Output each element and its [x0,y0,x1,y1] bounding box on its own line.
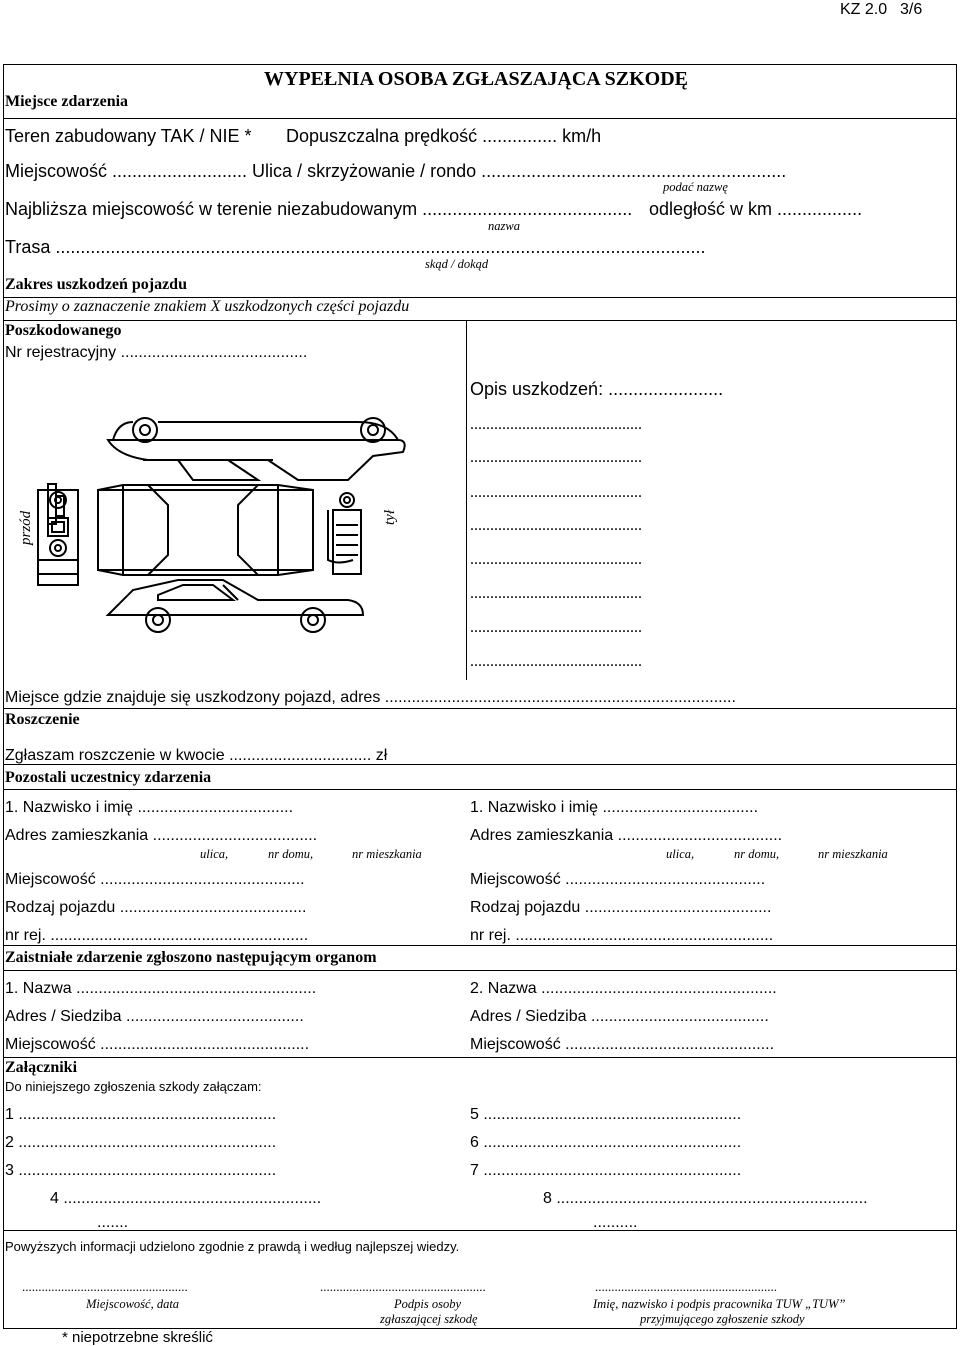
p2-reg-field[interactable]: nr rej. .......................................................... [470,927,774,944]
p1-hint-flat: nr mieszkania [352,847,422,861]
signature-reporter-label-2: zgłaszającej szkodę [380,1312,478,1326]
authorities-heading: Zaistniałe zdarzenie zgłoszono następującym organom [5,949,377,966]
car-front-view [38,490,78,585]
a2-address-field[interactable]: Adres / Siedziba ........................................ [470,1008,769,1025]
signature-employee-label-2: przyjmującego zgłoszenie szkody [640,1312,805,1326]
damage-desc-line[interactable]: ........................................... [470,449,642,466]
damage-desc-line[interactable]: ........................................... [470,653,642,670]
form-title: WYPEŁNIA OSOBA ZGŁASZAJĄCA SZKODĘ [264,68,688,90]
signature-reporter-line[interactable]: ................................................... [320,1279,486,1294]
attachment-3[interactable]: 3 .......................................................... [5,1162,277,1179]
claim-heading: Roszczenie [5,711,80,728]
attachment-7[interactable]: 7 .......................................................... [470,1162,742,1179]
route-field[interactable]: Trasa .................................................................................................................................. [5,237,706,257]
signature-place-date-label: Miejscowość, data [86,1297,180,1311]
damage-desc-line[interactable]: ........................................... [470,517,642,534]
p2-hint-flat: nr mieszkania [818,847,888,861]
claim-amount-field[interactable]: Zgłaszam roszczenie w kwocie ................................ zł [5,747,388,764]
injured-heading: Poszkodowanego [5,322,122,339]
hint-nazwa: nazwa [488,219,520,233]
a2-name-field[interactable]: 2. Nazwa ..................................................... [470,980,777,997]
city-street-field[interactable]: Miejscowość ........................... Ulica / skrzyżowanie / rondo ............................................................. [5,161,787,181]
attachment-5[interactable]: 5 .......................................................... [470,1106,742,1123]
p1-vehicle-field[interactable]: Rodzaj pojazdu .......................................... [5,899,307,916]
signature-employee-line[interactable]: ........................................................ [595,1279,777,1294]
damage-desc-label[interactable]: Opis uszkodzeń: ....................... [470,379,724,399]
truth-statement: Powyższych informacji udzielono zgodnie z prawdą i według najlepszej wiedzy. [5,1239,460,1254]
p2-hint-street: ulica, [666,847,695,861]
vehicle-location-field[interactable]: Miejsce gdzie znajduje się uszkodzony pojazd, adres ............................................................................... [5,689,736,706]
p2-address-field[interactable]: Adres zamieszkania ..................................... [470,827,783,844]
vehicle-diagram[interactable] [8,400,428,670]
reg-number-field[interactable]: Nr rejestracyjny .......................................... [5,344,308,361]
signature-place-date-line[interactable]: ................................................... [22,1279,188,1294]
damage-desc-line[interactable]: ........................................... [470,484,642,501]
damage-desc-line[interactable]: ........................................... [470,585,642,602]
attachment-4[interactable]: 4 .......................................................... [50,1190,322,1207]
attachment-4-cont[interactable]: ....... [97,1214,129,1231]
attachments-heading: Załączniki [5,1059,78,1076]
p2-city-field[interactable]: Miejscowość ............................................. [470,871,766,888]
p1-name-field[interactable]: 1. Nazwisko i imię ................................... [5,799,294,816]
built-up-field[interactable]: Teren zabudowany TAK / NIE * [5,126,252,146]
attachment-8-cont[interactable]: .......... [593,1214,638,1231]
hint-route: skąd / dokąd [425,257,489,271]
p1-hint-house: nr domu, [268,847,314,861]
p1-city-field[interactable]: Miejscowość .............................................. [5,871,305,888]
page-number: 3/6 [900,1,923,18]
attachment-1[interactable]: 1 .......................................................... [5,1106,277,1123]
signature-employee-label: Imię, nazwisko i podpis pracownika TUW „TUW” [593,1297,846,1311]
frame-top [3,64,957,65]
a1-name-field[interactable]: 1. Nazwa ...................................................... [5,980,317,997]
p2-hint-house: nr domu, [734,847,780,861]
attachment-6[interactable]: 6 .......................................................... [470,1134,742,1151]
attachment-8[interactable]: 8 ...................................................................... [543,1190,868,1207]
others-heading: Pozostali uczestnicy zdarzenia [5,769,212,786]
damage-instruction: Prosimy o zaznaczenie znakiem X uszkodzonych części pojazdu [5,298,410,315]
vehicle-divider [466,320,467,680]
damage-desc-line[interactable]: ........................................... [470,619,642,636]
distance-field[interactable]: odległość w km ................. [649,199,863,219]
frame-right [956,64,957,1328]
nearest-city-field[interactable]: Najbliższa miejscowość w terenie niezabudowanym .......................................... [5,199,633,219]
form-code: KZ 2.0 [840,1,888,18]
damage-heading: Zakres uszkodzeń pojazdu [5,276,187,293]
front-label: przód [18,510,34,545]
frame-left [3,64,4,1328]
hint-podac-nazwe: podać nazwę [663,180,728,194]
p2-vehicle-field[interactable]: Rodzaj pojazdu .......................................... [470,899,772,916]
p1-hint-street: ulica, [200,847,229,861]
p1-address-field[interactable]: Adres zamieszkania ..................................... [5,827,318,844]
a1-city-field[interactable]: Miejscowość ............................................... [5,1036,310,1053]
attachment-2[interactable]: 2 .......................................................... [5,1134,277,1151]
damage-desc-line[interactable]: ........................................... [470,551,642,568]
place-heading: Miejsce zdarzenia [5,93,129,110]
car-side-top [108,418,405,480]
footnote: * niepotrzebne skreślić [62,1329,213,1346]
a1-address-field[interactable]: Adres / Siedziba ........................................ [5,1008,304,1025]
car-plan-view [48,484,353,575]
p2-name-field[interactable]: 1. Nazwisko i imię ................................... [470,799,759,816]
damage-desc-line[interactable]: ........................................... [470,416,642,433]
p1-reg-field[interactable]: nr rej. .......................................................... [5,927,309,944]
rear-label: tył [382,510,398,525]
car-side-bottom [108,580,363,632]
attachments-intro: Do niniejszego zgłoszenia szkody załączam: [5,1079,262,1094]
signature-reporter-label: Podpis osoby [394,1297,462,1311]
speed-field[interactable]: Dopuszczalna prędkość ............... km/h [286,126,602,146]
a2-city-field[interactable]: Miejscowość ............................................... [470,1036,775,1053]
